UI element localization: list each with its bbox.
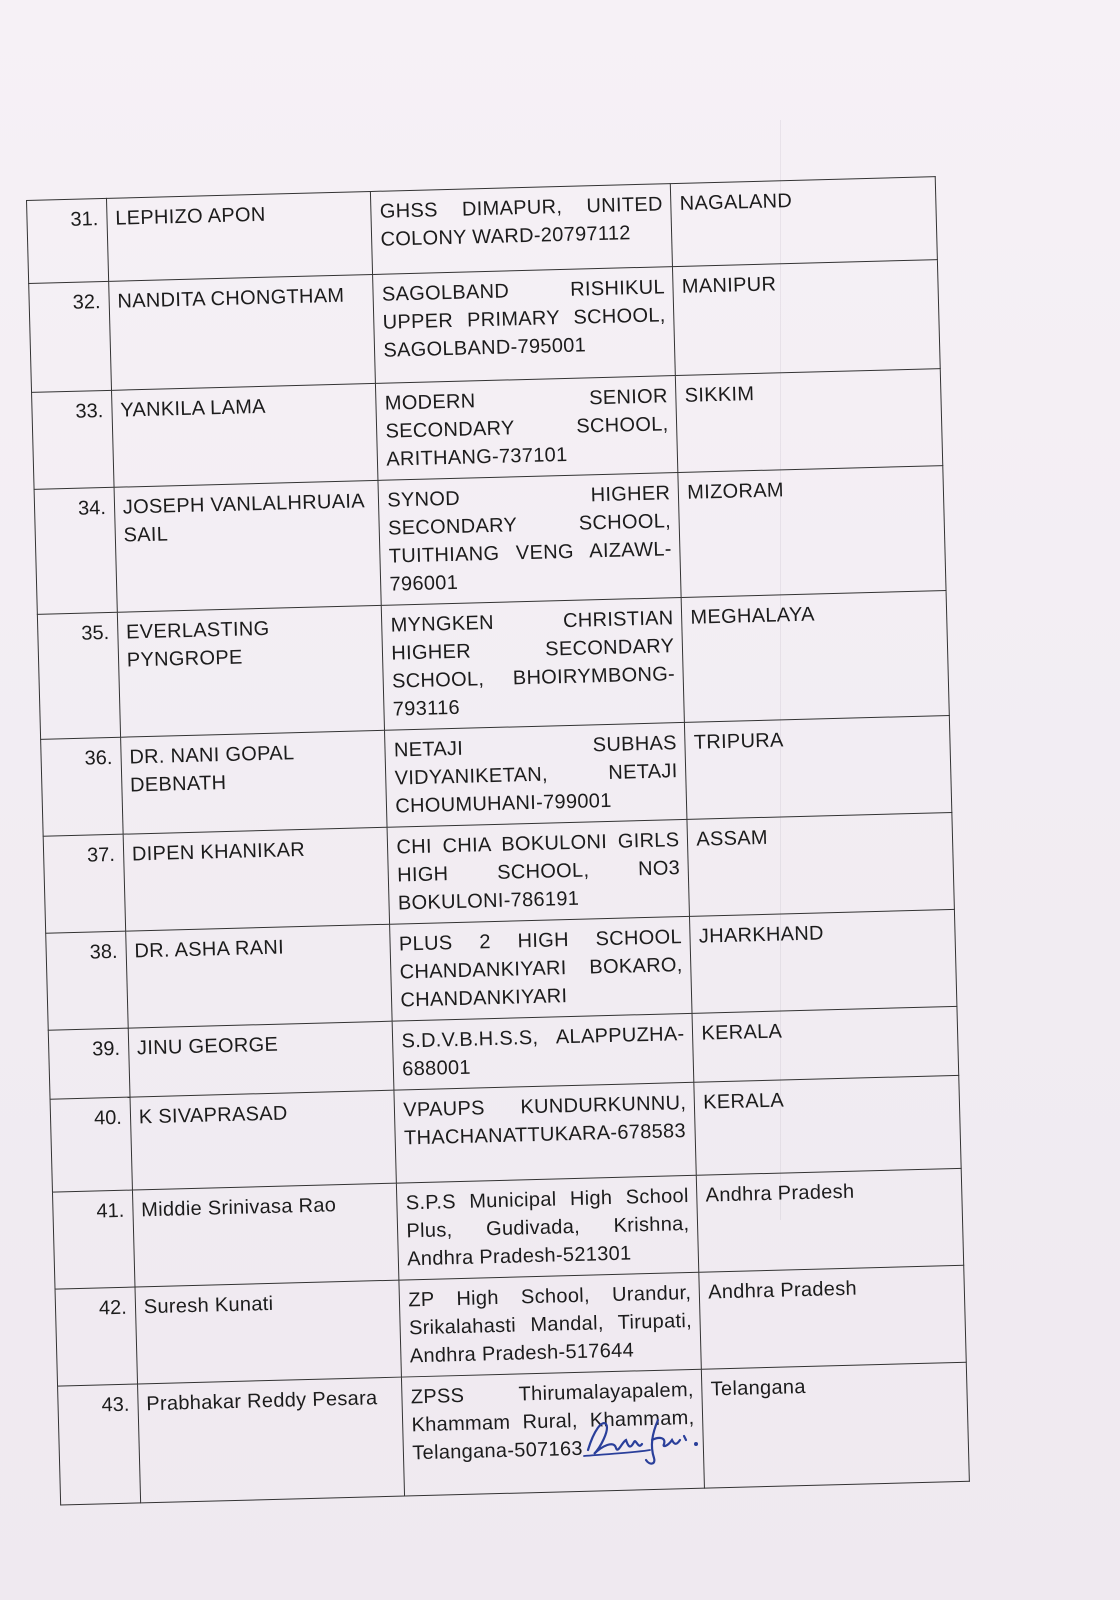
school-address: ZPSS Thirumalayapalem, Khammam Rural, Khammam, Telangana-507163: [402, 1369, 705, 1496]
serial-number: 34.: [34, 487, 117, 614]
state-name: MANIPUR: [673, 260, 940, 376]
school-address: PLUS 2 HIGH SCHOOL CHANDANKIYARI BOKARO, CHANDANKIYARI: [390, 916, 692, 1021]
handwritten-signature: [580, 1410, 720, 1470]
serial-number: 31.: [27, 198, 109, 283]
serial-number: 33.: [32, 390, 114, 489]
teacher-name: Suresh Kunati: [135, 1280, 402, 1384]
table-row: [37, 591, 949, 740]
school-address: S.P.S Municipal High School Plus, Gudivada, Krishna, Andhra Pradesh-521301: [397, 1175, 699, 1280]
table-row: [58, 1362, 970, 1505]
table-row: [34, 466, 946, 615]
state-name: SIKKIM: [676, 369, 943, 473]
serial-number: 42.: [55, 1287, 137, 1386]
roster-table: [26, 176, 970, 1505]
teacher-name: JOSEPH VANLALHRUAIA SAIL: [114, 480, 382, 612]
serial-number: 37.: [43, 834, 125, 933]
serial-number: 38.: [46, 931, 128, 1030]
signature-icon: [580, 1410, 720, 1470]
teacher-name: DR. ASHA RANI: [125, 924, 392, 1028]
school-address: CHI CHIA BOKULONI GIRLS HIGH SCHOOL, NO3 BOKULONI-786191: [387, 819, 689, 924]
serial-number: 41.: [52, 1190, 134, 1289]
school-address: S.D.V.B.H.S.S, ALAPPUZHA-688001: [393, 1013, 695, 1090]
teacher-name: EVERLASTING PYNGROPE: [117, 605, 385, 737]
teacher-name: JINU GEORGE: [128, 1021, 394, 1097]
state-name: Andhra Pradesh: [699, 1265, 966, 1369]
teacher-name: Middie Srinivasa Rao: [132, 1183, 399, 1287]
teacher-name: Prabhakar Reddy Pesara: [137, 1377, 405, 1503]
serial-number: 43.: [58, 1384, 141, 1505]
teacher-name: DIPEN KHANIKAR: [123, 827, 390, 931]
teacher-name: K SIVAPRASAD: [130, 1090, 397, 1190]
state-name: MEGHALAYA: [681, 591, 949, 723]
state-name: KERALA: [692, 1006, 958, 1082]
state-name: Andhra Pradesh: [697, 1168, 964, 1272]
serial-number: 36.: [41, 737, 123, 836]
school-address: SAGOLBAND RISHIKUL UPPER PRIMARY SCHOOL, SAGOLBAND-795001: [373, 267, 676, 384]
serial-number: 32.: [29, 281, 112, 392]
state-name: NAGALAND: [671, 177, 938, 267]
state-name: Telangana: [702, 1362, 970, 1488]
school-address: NETAJI SUBHAS VIDYANIKETAN, NETAJI CHOUMUHANI-799001: [385, 722, 687, 827]
state-name: JHARKHAND: [690, 909, 957, 1013]
teacher-name: YANKILA LAMA: [111, 383, 378, 487]
school-address: VPAUPS KUNDURKUNNU, THACHANATTUKARA-678583: [394, 1082, 696, 1183]
teacher-name: LEPHIZO APON: [106, 191, 373, 281]
state-name: TRIPURA: [685, 716, 952, 820]
teacher-name: DR. NANI GOPAL DEBNATH: [120, 730, 387, 834]
roster-table-wrapper: [26, 176, 970, 1505]
serial-number: 39.: [48, 1028, 130, 1099]
state-name: ASSAM: [687, 812, 954, 916]
state-name: KERALA: [694, 1075, 961, 1175]
school-address: MODERN SENIOR SECONDARY SCHOOL, ARITHANG-737101: [376, 376, 678, 481]
serial-number: 35.: [37, 612, 120, 739]
school-address: ZP High School, Urandur, Srikalahasti Mandal, Tirupati, Andhra Pradesh-517644: [399, 1272, 701, 1377]
serial-number: 40.: [50, 1097, 132, 1192]
teacher-name: NANDITA CHONGTHAM: [108, 274, 375, 390]
school-address: SYNOD HIGHER SECONDARY SCHOOL, TUITHIANG VENG AIZAWL-796001: [378, 473, 681, 606]
state-name: MIZORAM: [678, 466, 946, 598]
school-address: MYNGKEN CHRISTIAN HIGHER SECONDARY SCHOOL, BHOIRYMBONG-793116: [382, 597, 685, 730]
school-address: GHSS DIMAPUR, UNITED COLONY WARD-20797112: [371, 184, 673, 275]
